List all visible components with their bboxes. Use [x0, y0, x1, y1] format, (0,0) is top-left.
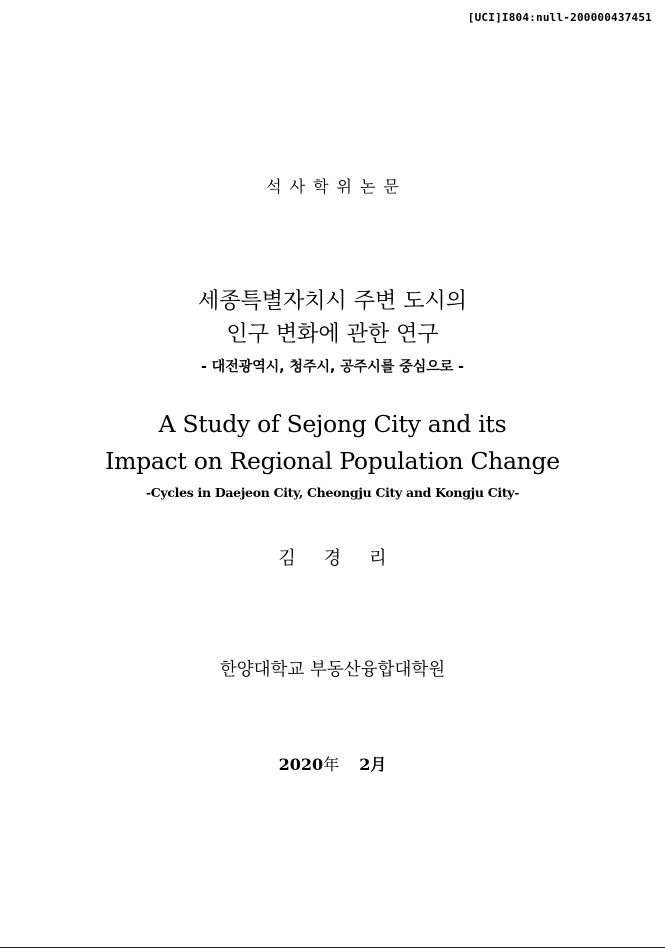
author-name: 김경리	[278, 548, 415, 569]
english-subtitle: -Cycles in Daejeon City, Cheongju City and Kongju City-	[145, 485, 520, 500]
korean-title-line-2: 인구 변화에 관한 연구	[226, 322, 439, 347]
page-bottom-rule	[0, 947, 665, 948]
english-title-line-1: A Study of Sejong City and its	[158, 410, 507, 438]
korean-title-line-1: 세종특별자치시 주변 도시의	[197, 289, 467, 314]
uci-identifier: [UCI]I804:null-200000437451	[467, 11, 652, 24]
graduate-school: 한양대학교 부동산융합대학원	[219, 660, 446, 680]
date-month: 2月	[359, 755, 387, 774]
korean-subtitle: - 대전광역시, 청주시, 공주시를 중심으로 -	[200, 359, 464, 375]
date-year: 2020	[278, 755, 324, 774]
degree-type: 석사학위논문	[266, 177, 407, 196]
english-title-line-2: Impact on Regional Population Change	[105, 447, 560, 475]
submission-date	[0, 752, 665, 775]
date-year-mark: 年	[323, 755, 340, 774]
